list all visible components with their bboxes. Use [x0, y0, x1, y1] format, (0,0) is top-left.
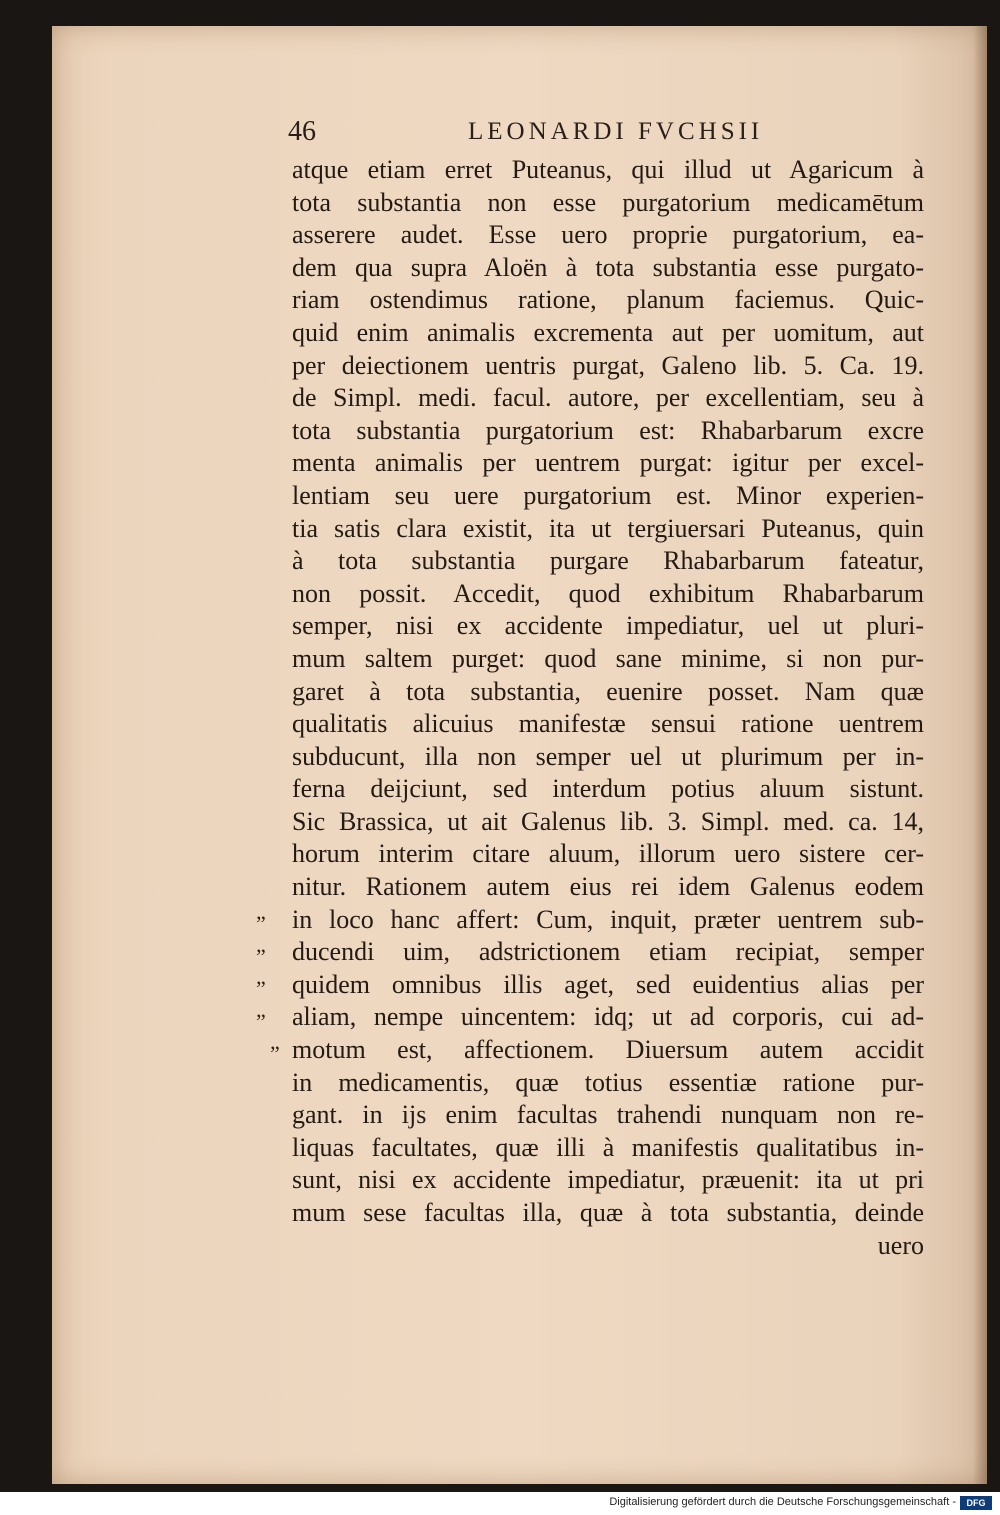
margin-quote-mark: ”	[270, 1041, 280, 1067]
text-line: quid enim animalis excrementa aut per uomitum, aut	[292, 317, 924, 347]
running-head: LEONARDI FVCHSII	[468, 118, 764, 145]
footer-bar	[0, 1492, 1000, 1515]
text-line: tota substantia purgatorium est: Rhabarbarum excre	[292, 415, 924, 445]
text-line: uero	[877, 1230, 924, 1260]
text-line: atque etiam erret Puteanus, qui illud ut Agaricum à	[292, 155, 924, 184]
body-text	[292, 154, 924, 1262]
text-line: menta animalis per uentrem purgat: igitur per excel-	[292, 448, 924, 478]
page-edge-shadow	[973, 26, 987, 1484]
text-line: liquas facultates, quæ illi à manifestis qualitatibus in-	[292, 1132, 924, 1162]
page-header	[288, 116, 928, 156]
text-line: lentiam seu uere purgatorium est. Minor experien-	[292, 480, 924, 510]
funding-credit: Digitalisierung gefördert durch die Deutsche Forschungsgemeinschaft -	[609, 1496, 956, 1508]
text-line: garet à tota substantia, euenire posset. Nam quæ	[292, 676, 924, 706]
text-line: qualitatis alicuius manifestæ sensui ratione uentrem	[292, 709, 924, 739]
text-line: asserere audet. Esse uero proprie purgatorium, ea-	[292, 220, 924, 250]
text-line: mum saltem purget: quod sane minime, si non pur-	[292, 643, 924, 673]
text-line: per deiectionem uentris purgat, Galeno lib. 5. Ca. 19.	[292, 350, 924, 380]
text-line: semper, nisi ex accidente impediatur, uel ut pluri-	[292, 611, 924, 641]
dfg-logo: DFG	[960, 1496, 992, 1510]
text-line: motum est, affectionem. Diuersum autem accidit	[292, 1035, 924, 1065]
text-line: dem qua supra Aloën à tota substantia esse purgato-	[292, 252, 924, 282]
margin-quote-mark: ”	[256, 976, 266, 1002]
text-line: mum sese facultas illa, quæ à tota substantia, deinde	[292, 1198, 924, 1227]
text-line: subducunt, illa non semper uel ut plurimum per in-	[292, 741, 924, 771]
text-line: nitur. Rationem autem eius rei idem Galenus eodem	[292, 872, 924, 902]
text-line: aliam, nempe uincentem: idq; ut ad corporis, cui ad-	[292, 1002, 924, 1032]
text-line: quidem omnibus illis aget, sed euidentius alias per	[292, 969, 924, 999]
text-line: sunt, nisi ex accidente impediatur, præuenit: ita ut pri	[292, 1165, 924, 1195]
text-line: horum interim citare aluum, illorum uero sistere cer-	[292, 839, 924, 869]
margin-quote-mark: ”	[256, 943, 266, 969]
page-number: 46	[288, 116, 316, 147]
text-line: tia satis clara existit, ita ut tergiuersari Puteanus, quin	[292, 513, 924, 543]
text-line: à tota substantia purgare Rhabarbarum fateatur,	[292, 546, 924, 576]
text-line: in loco hanc affert: Cum, inquit, præter uentrem sub-	[292, 904, 924, 934]
margin-quote-mark: ”	[256, 911, 266, 936]
text-line: Sic Brassica, ut ait Galenus lib. 3. Simpl. med. ca. 14,	[292, 806, 924, 836]
text-line: riam ostendimus ratione, planum faciemus. Quic-	[292, 285, 924, 315]
text-line: in medicamentis, quæ totius essentiæ ratione pur-	[292, 1067, 924, 1097]
text-line: tota substantia non esse purgatorium medicamētum	[292, 187, 924, 217]
margin-quote-mark: ”	[256, 1008, 266, 1034]
text-line: gant. in ijs enim facultas trahendi nunquam non re-	[292, 1100, 924, 1130]
text-line: de Simpl. medi. facul. autore, per excellentiam, seu à	[292, 383, 924, 413]
text-line: ducendi uim, adstrictionem etiam recipiat, semper	[292, 937, 924, 967]
margin-quote-marks	[256, 908, 290, 1071]
text-line: non possit. Accedit, quod exhibitum Rhabarbarum	[292, 578, 924, 608]
text-line: ferna deijciunt, sed interdum potius aluum sistunt.	[292, 774, 924, 804]
